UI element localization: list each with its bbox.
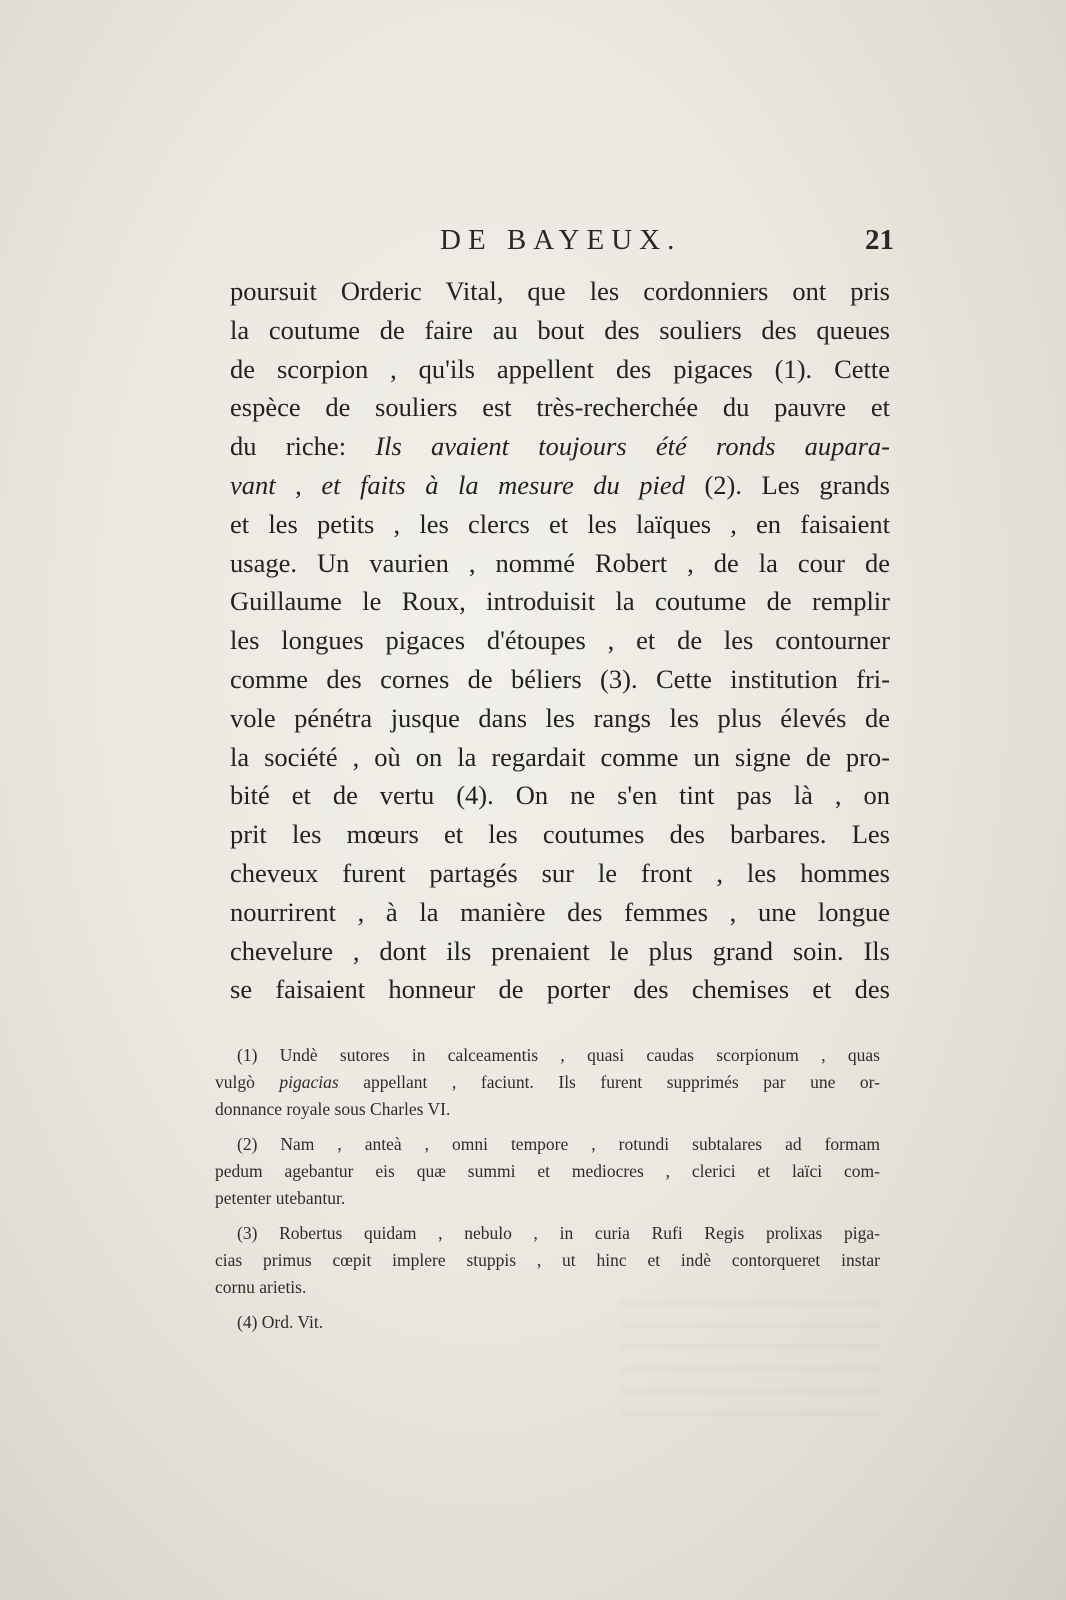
text-line [230,427,890,466]
text-segment: la coutume de faire au bout des souliers des queues [230,314,890,345]
ink-show-through [620,1300,880,1420]
footnotes [215,1042,880,1344]
footnote [215,1042,880,1123]
text-segment: donnance royale sous Charles VI. [215,1099,451,1119]
text-line [230,932,890,971]
text-line [230,970,890,1009]
text-segment: (2) Nam , anteà , omni tempore , rotundi subtalares ad formam [237,1134,880,1154]
text-line [230,466,890,505]
text-segment: vole pénétra jusque dans les rangs les plus élevés de [230,702,890,733]
text-segment: bité et de vertu (4). On ne s'en tint pas là , on [230,780,890,811]
text-line [230,776,890,815]
text-segment: petenter utebantur. [215,1188,346,1208]
running-head: DE BAYEUX. [440,224,682,256]
text-segment: cheveux furent partagés sur le front , les hommes [230,857,890,888]
text-segment: (3) Robertus quidam , nebulo , in curia Rufi Regis prolixas piga- [237,1223,880,1243]
text-segment: les longues pigaces d'étoupes , et de les contourner [230,625,890,656]
text-line [215,1274,880,1301]
page-header [230,224,900,264]
text-line [230,272,890,311]
text-line [230,544,890,583]
text-line [215,1131,880,1158]
text-line [230,854,890,893]
text-line [215,1069,880,1096]
text-segment: appellant , faciunt. Ils furent supprimés par une or- [338,1072,880,1092]
footnote [215,1131,880,1212]
text-segment: nourrirent , à la manière des femmes , une longue [230,896,890,927]
text-segment: espèce de souliers est très-recherchée du pauvre et [230,392,890,423]
text-segment: et les petits , les clercs et les laïques , en faisaient [230,508,890,539]
text-line [230,350,890,389]
text-segment: se faisaient honneur de porter des chemises et des [230,974,890,1005]
text-segment: pedum agebantur eis quæ summi et mediocres , clerici et laïci com- [215,1161,880,1181]
text-segment: cias primus cœpit implere stuppis , ut hinc et indè contorqueret instar [215,1250,880,1270]
text-line [230,893,890,932]
footnote [215,1220,880,1301]
text-segment: (2). Les grands [684,469,890,500]
text-line [215,1185,880,1212]
text-segment: chevelure , dont ils prenaient le plus grand soin. Ils [230,935,890,966]
text-line [215,1042,880,1069]
text-line [230,738,890,777]
italic-segment: Ils avaient toujours été ronds aupara- [375,431,891,462]
italic-segment: pigacias [279,1072,339,1092]
text-segment: poursuit Orderic Vital, que les cordonniers ont pris [230,276,890,306]
text-line [215,1158,880,1185]
page-number: 21 [865,224,894,256]
text-line [215,1220,880,1247]
text-segment: usage. Un vaurien , nommé Robert , de la cour de [230,547,890,578]
main-text [230,272,890,1009]
text-line [230,505,890,544]
text-segment: Guillaume le Roux, introduisit la coutume de remplir [230,586,890,617]
text-segment: de scorpion , qu'ils appellent des pigaces (1). Cette [230,353,890,384]
text-line [230,388,890,427]
italic-segment: vant , et faits à la mesure du pied [230,469,685,500]
text-segment: comme des cornes de béliers (3). Cette institution fri- [230,663,890,694]
text-segment: prit les mœurs et les coutumes des barbares. Les [230,819,890,850]
text-segment: la société , où on la regardait comme un signe de pro- [230,741,890,772]
text-line [230,621,890,660]
text-line [230,660,890,699]
text-segment: (4) Ord. Vit. [237,1312,324,1332]
text-segment: vulgò [215,1072,280,1092]
text-line [230,582,890,621]
text-segment: cornu arietis. [215,1277,307,1297]
text-line [230,699,890,738]
text-line [230,311,890,350]
text-segment: du riche: [230,431,376,462]
text-line [215,1096,880,1123]
text-segment: (1) Undè sutores in calceamentis , quasi caudas scorpionum , quas [237,1045,880,1065]
text-line [230,815,890,854]
text-line [215,1247,880,1274]
